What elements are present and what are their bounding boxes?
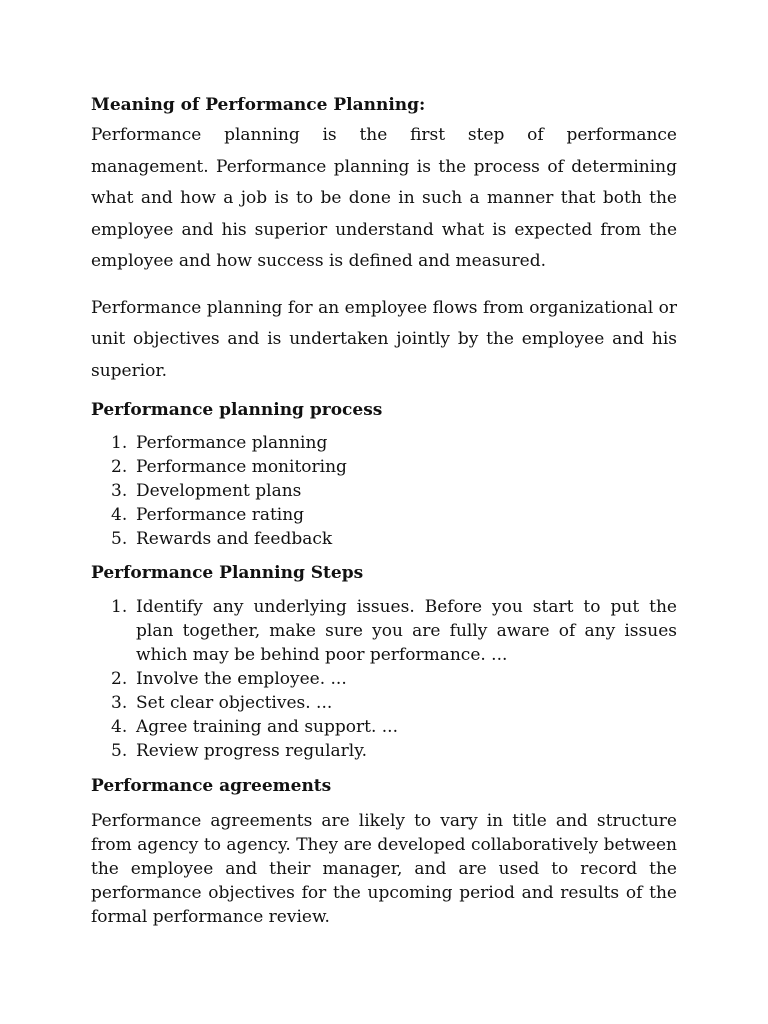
list-item <box>91 691 677 715</box>
list-item-number: 5. <box>111 741 128 761</box>
list-item <box>91 595 677 667</box>
process-list <box>91 431 677 551</box>
list-item <box>91 503 677 527</box>
list-item <box>91 455 677 479</box>
process-heading: Performance planning process <box>91 400 383 420</box>
meaning-heading: Meaning of Performance Planning: <box>91 95 426 115</box>
agreements-heading: Performance agreements <box>91 776 332 796</box>
list-item-text: Identify any underlying issues. Before you start to put the plan together, make sure you are fully aware of any issues which may be behind poor performance. ... <box>136 597 677 665</box>
document-page <box>91 0 677 929</box>
list-item-number: 3. <box>111 693 128 713</box>
steps-list <box>91 595 677 763</box>
list-item-text: Performance planning <box>136 433 328 453</box>
list-item-number: 2. <box>111 669 128 689</box>
list-item-text: Performance monitoring <box>136 457 347 477</box>
list-item-text: Performance rating <box>136 505 305 525</box>
list-item-number: 1. <box>111 597 128 617</box>
list-item-text: Agree training and support. ... <box>136 717 398 737</box>
list-item-text: Set clear objectives. ... <box>136 693 333 713</box>
list-item-text: Review progress regularly. <box>136 741 367 761</box>
list-item-number: 3. <box>111 481 128 501</box>
meaning-paragraph-2: Performance planning for an employee flows from organizational or unit objectives and is undertaken jointly by the employee and his superior. <box>91 297 677 381</box>
list-item <box>91 527 677 551</box>
list-item <box>91 739 677 763</box>
list-item-number: 4. <box>111 717 128 737</box>
list-item <box>91 479 677 503</box>
list-item-number: 5. <box>111 529 128 549</box>
list-item-text: Involve the employee. ... <box>136 669 347 689</box>
steps-heading: Performance Planning Steps <box>91 563 364 583</box>
list-item-number: 1. <box>111 433 128 453</box>
agreements-paragraph: Performance agreements are likely to vary in title and structure from agency to agency. They are developed collaboratively between the employee and their manager, and are used to record the performance objectives for the upcoming period and results of the formal performance review. <box>91 811 677 927</box>
list-item <box>91 431 677 455</box>
list-item <box>91 667 677 691</box>
list-item <box>91 715 677 739</box>
list-item-number: 4. <box>111 505 128 525</box>
list-item-text: Development plans <box>136 481 302 501</box>
meaning-paragraph-1: Performance planning is the first step of performance management. Performance planning is the process of determining what and how a job is to be done in such a manner that both the employee and his superior understand what is expected from the employee and how success is defined and measured. <box>91 125 677 271</box>
list-item-number: 2. <box>111 457 128 477</box>
list-item-text: Rewards and feedback <box>136 529 333 549</box>
